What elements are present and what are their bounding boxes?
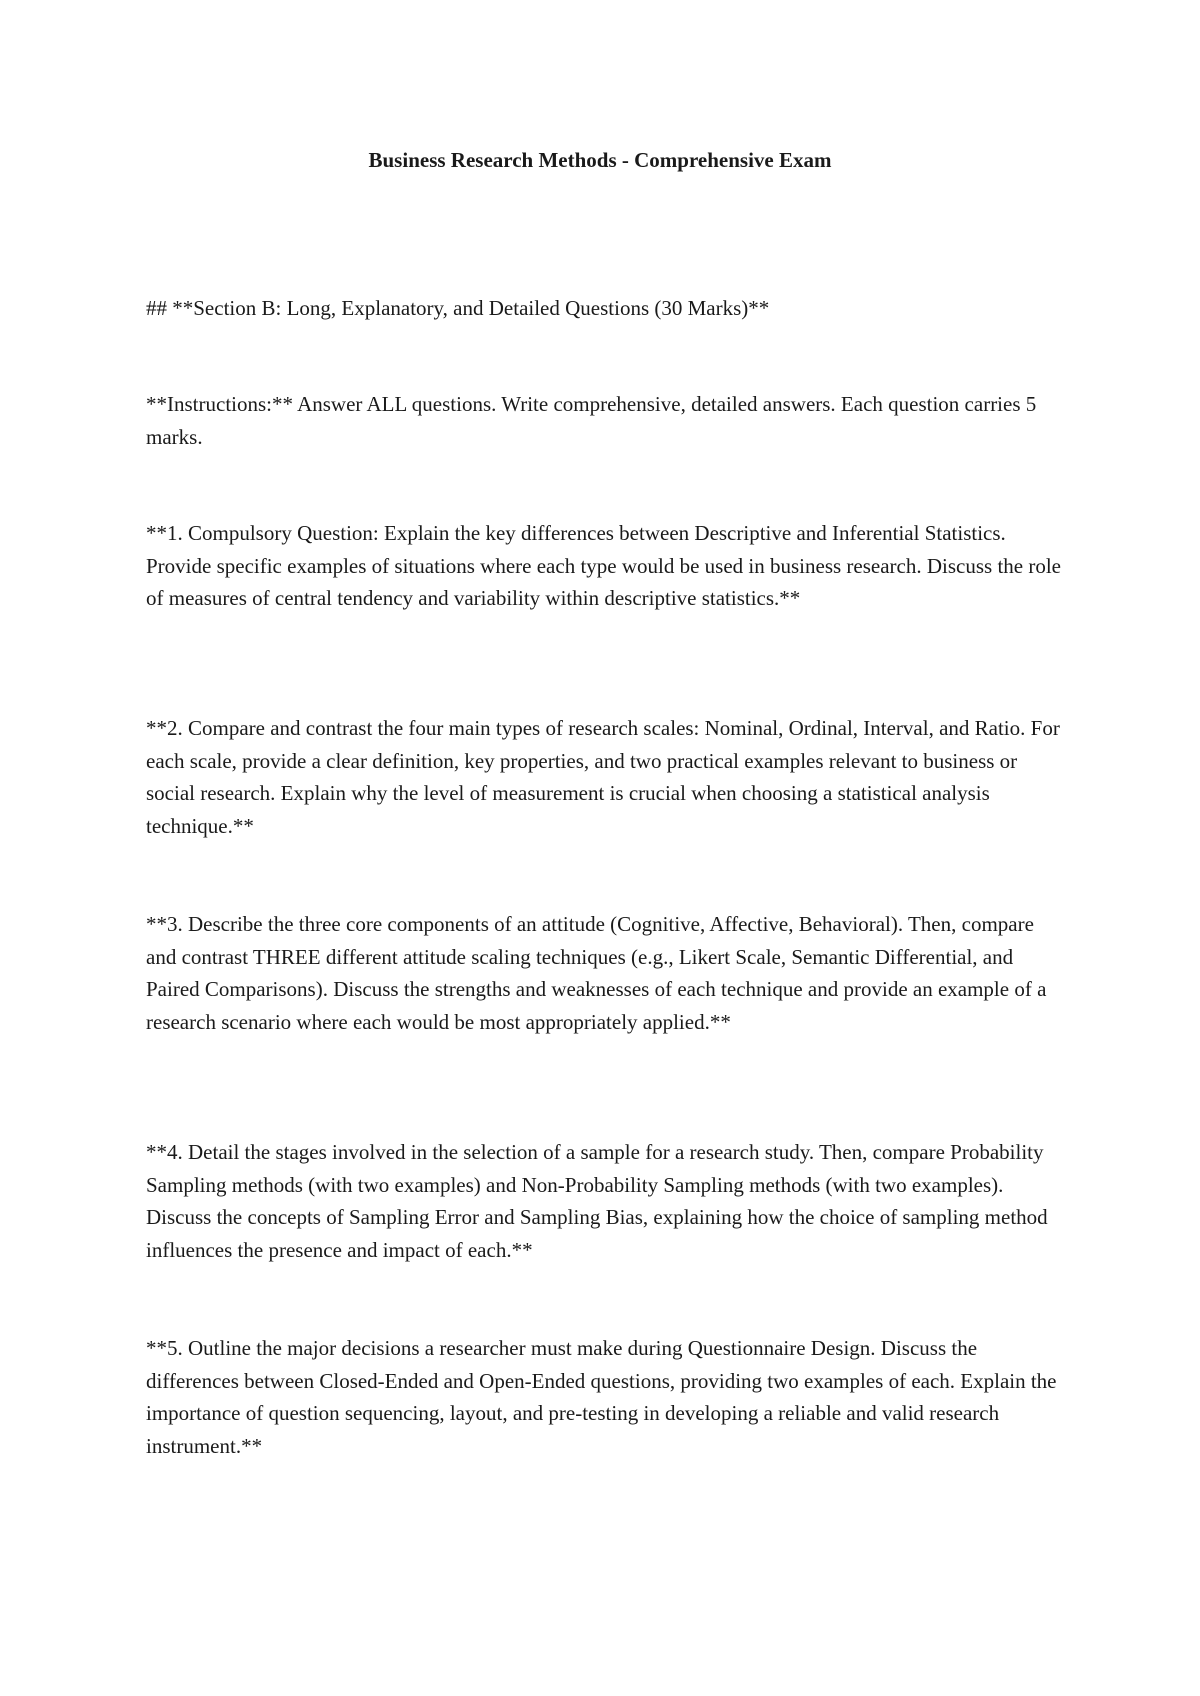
document-title: Business Research Methods - Comprehensive Exam — [368, 148, 832, 172]
question-2: **2. Compare and contrast the four main types of research scales: Nominal, Ordinal, Interval, and Ratio. For each scale, provide a clear definition, key properties, and two practical examples relevant to business or social research. Explain why the level of measurement is crucial when choosing a statistical analysis technique.** — [146, 716, 1060, 838]
question-3: **3. Describe the three core components of an attitude (Cognitive, Affective, Behavioral). Then, compare and contrast THREE different attitude scaling techniques (e.g., Likert Scale, Semantic Differential, and Paired Comparisons). Discuss the strengths and weaknesses of each technique and provide an example of a research scenario where each would be most appropriately applied.** — [146, 912, 1047, 1034]
question-5: **5. Outline the major decisions a researcher must make during Questionnaire Design. Discuss the differences between Closed-Ended and Open-Ended questions, providing two examples of each. Explain the importance of question sequencing, layout, and pre-testing in developing a reliable and valid research instrument.** — [146, 1336, 1057, 1458]
question-1: **1. Compulsory Question: Explain the key differences between Descriptive and Inferential Statistics. Provide specific examples of situations where each type would be used in business research. Discuss the role of measures of central tendency and variability within descriptive statistics.** — [146, 521, 1061, 610]
instructions-text: **Instructions:** Answer ALL questions. Write comprehensive, detailed answers. Each question carries 5 marks. — [146, 392, 1037, 449]
section-heading: ## **Section B: Long, Explanatory, and Detailed Questions (30 Marks)** — [146, 296, 770, 320]
question-4: **4. Detail the stages involved in the selection of a sample for a research study. Then, compare Probability Sampling methods (with two examples) and Non-Probability Sampling methods (with two examples). Discuss the concepts of Sampling Error and Sampling Bias, explaining how the choice of sampling method influences the presence and impact of each.** — [146, 1140, 1048, 1262]
